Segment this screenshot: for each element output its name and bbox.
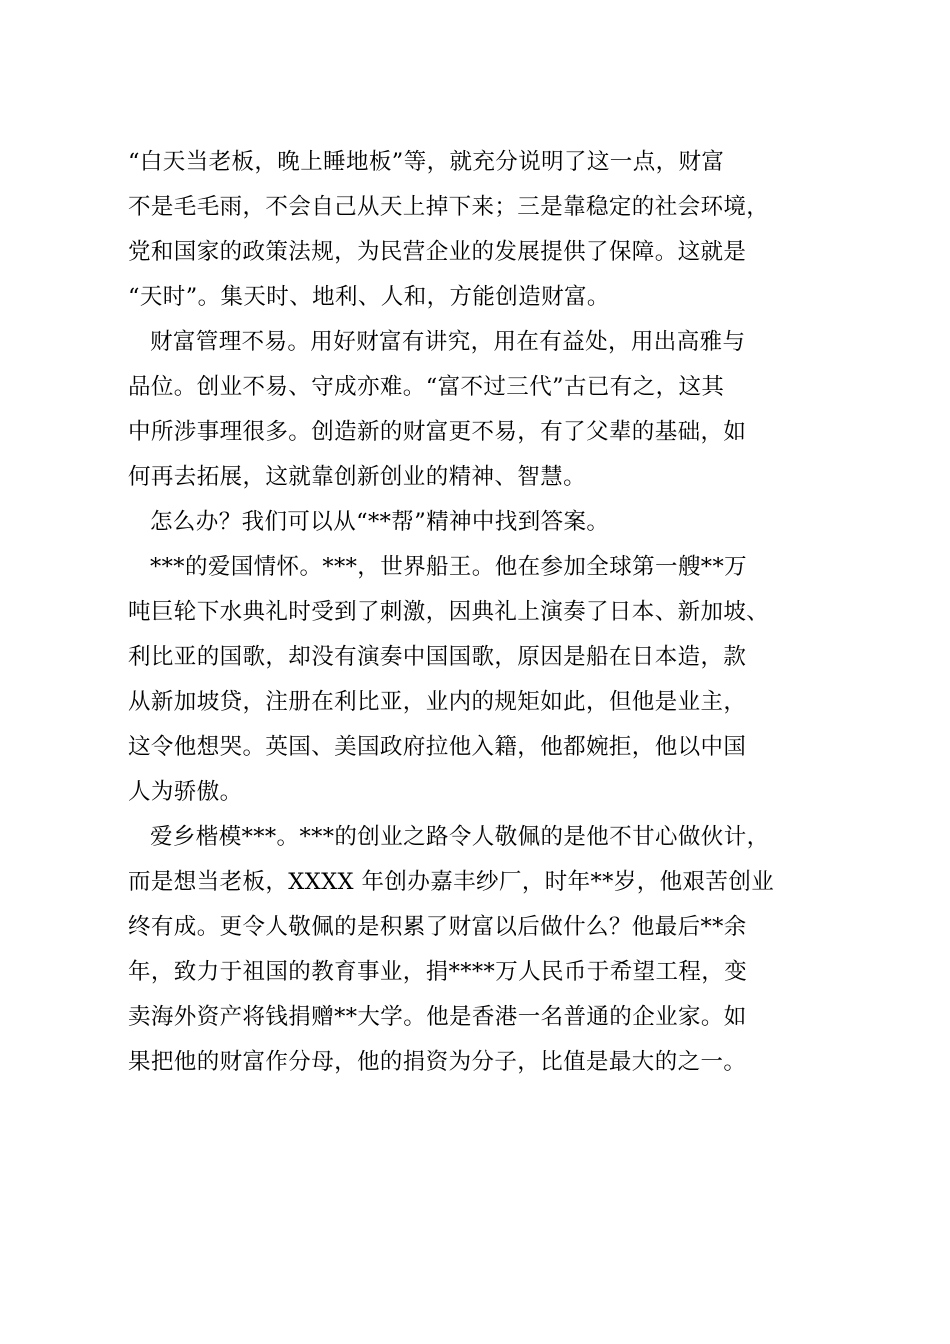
paragraph-line: 党和国家的政策法规，为民营企业的发展提供了保障。这就是: [128, 239, 747, 265]
paragraph-line: 中所涉事理很多。创造新的财富更不易，有了父辈的基础，如: [128, 419, 747, 445]
paragraph-line: 终有成。更令人敬佩的是积累了财富以后做什么？他最后**余: [128, 914, 747, 940]
paragraph-patriotism: [128, 545, 828, 815]
paragraph-line: ***的爱国情怀。***，世界船王。他在参加全球第一艘**万: [150, 554, 748, 580]
document-body: [128, 140, 828, 1085]
paragraph-line: 这令他想哭。英国、美国政府拉他入籍，他都婉拒，他以中国: [128, 734, 747, 760]
paragraph-hometown-model: [128, 815, 828, 1085]
paragraph-line: 利比亚的国歌，却没有演奏中国国歌，原因是船在日本造，款: [128, 644, 747, 670]
paragraph-line: “天时”。集天时、地利、人和，方能创造财富。: [128, 284, 610, 310]
paragraph-wealth-management: [128, 320, 828, 500]
paragraph-line: 从新加坡贷，注册在利比亚，业内的规矩如此，但他是业主，: [128, 689, 747, 715]
paragraph-line: 爱乡楷模***。***的创业之路令人敬佩的是他不甘心做伙计，: [150, 824, 770, 850]
paragraph-line: 人为骄傲。: [128, 779, 243, 805]
paragraph-line: 年，致力于祖国的教育事业，捐****万人民币于希望工程，变: [128, 959, 748, 985]
paragraph-line: 怎么办？我们可以从“**帮”精神中找到答案。: [150, 509, 610, 535]
paragraph-question: [128, 500, 828, 545]
paragraph-line: 吨巨轮下水典礼时受到了刺激，因典礼上演奏了日本、新加坡、: [128, 599, 770, 625]
paragraph-line: 不是毛毛雨，不会自己从天上掉下来；三是靠稳定的社会环境，: [128, 194, 770, 220]
paragraph-line: 而是想当老板，XXXX 年创办嘉丰纱厂，时年**岁，他艰苦创业: [128, 869, 775, 895]
paragraph-line: 何再去拓展，这就靠创新创业的精神、智慧。: [128, 464, 587, 490]
paragraph-line: “白天当老板，晚上睡地板”等，就充分说明了这一点，财富: [128, 149, 725, 175]
paragraph-line: 卖海外资产将钱捐赠**大学。他是香港一名普通的企业家。如: [128, 1004, 747, 1030]
paragraph-line: 果把他的财富作分母，他的捐资为分子，比值是最大的之一。: [128, 1049, 747, 1075]
paragraph-line: 财富管理不易。用好财富有讲究，用在有益处，用出高雅与: [150, 329, 746, 355]
paragraph-line: 品位。创业不易、守成亦难。“富不过三代”古已有之，这其: [128, 374, 725, 400]
paragraph-wealth-sources: [128, 140, 828, 320]
